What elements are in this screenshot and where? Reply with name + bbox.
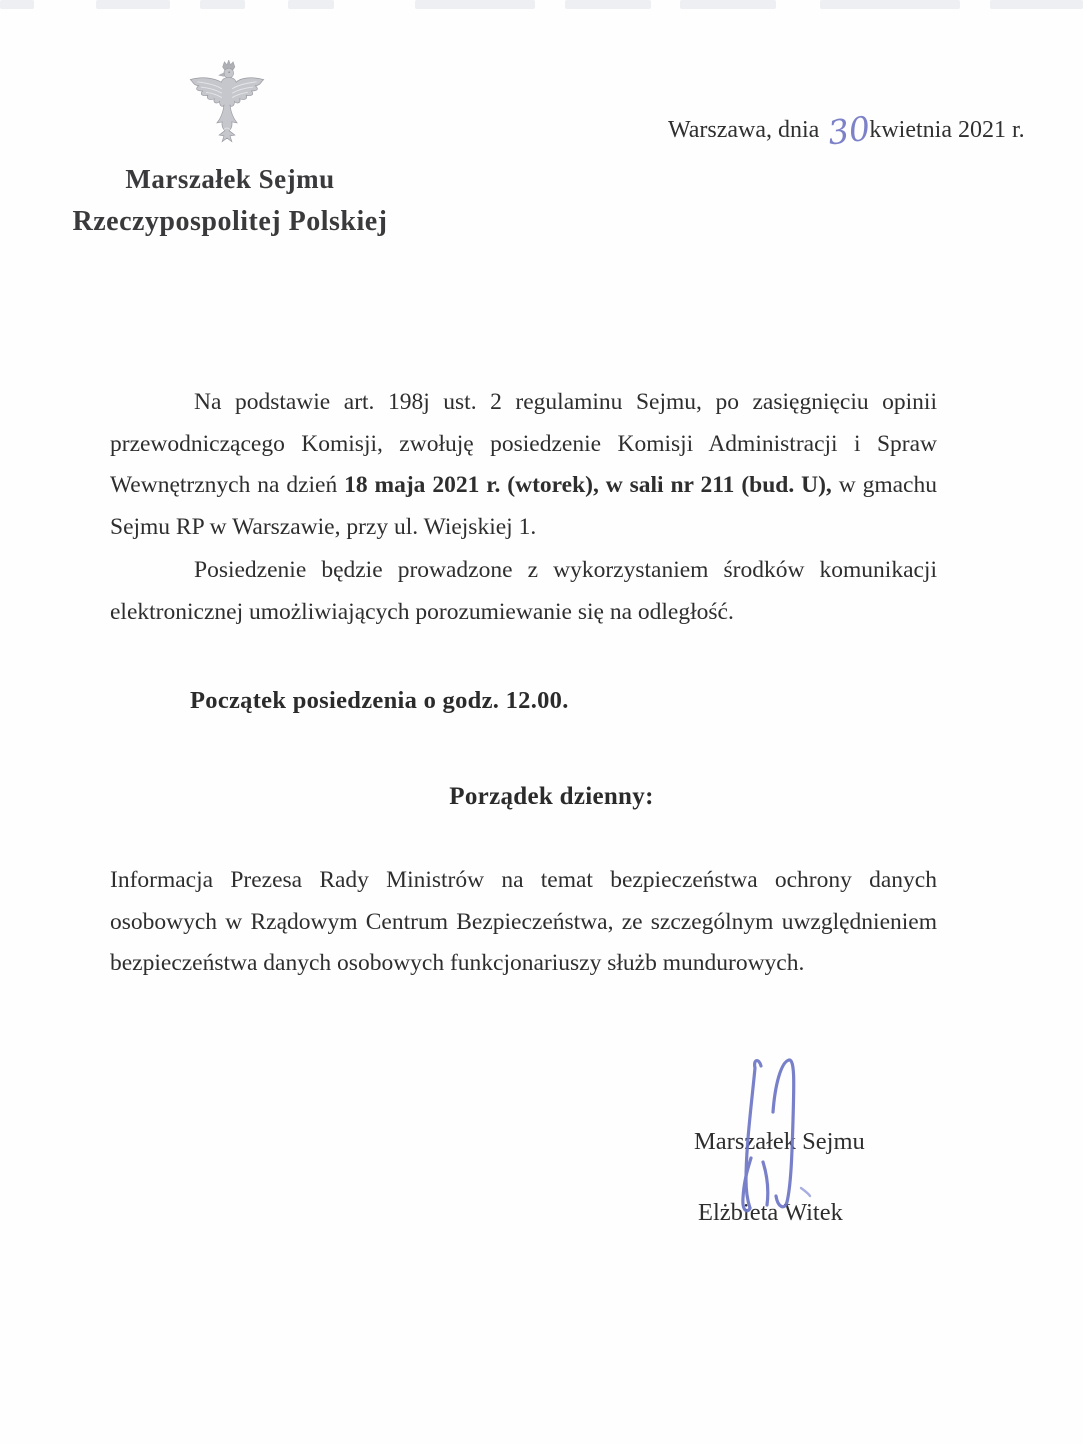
scan-artifact xyxy=(96,0,170,9)
signature-name: Elżbieta Witek xyxy=(698,1199,843,1226)
dateline-prefix: Warszawa, dnia xyxy=(668,117,820,143)
dateline xyxy=(668,108,1025,153)
scan-artifact xyxy=(680,0,776,9)
signature-title: Marszałek Sejmu xyxy=(694,1128,865,1155)
scan-artifact xyxy=(0,0,34,9)
paragraph-convocation-text-b: w gmachu Sejmu RP w Warszawie, przy ul. Wiejskiej 1. xyxy=(110,472,937,540)
scan-artifact xyxy=(820,0,960,9)
handwritten-day: 30 xyxy=(826,108,873,153)
paragraph-convocation-text-a: Na podstawie art. 198j ust. 2 regulaminu Sejmu, po zasięgnięciu opinii przewodniczącego Komisji, zwołuję posiedzenie Komisji Administracji i Spraw Wewnętrznych na dzień xyxy=(110,389,937,498)
paragraph-convocation-date-bold: 18 maja 2021 r. (wtorek), w sali nr 211 (bud. U), xyxy=(344,472,832,498)
agenda-item-paragraph: Informacja Prezesa Rady Ministrów na temat bezpieczeństwa ochrony danych osobowych w Rządowym Centrum Bezpieczeństwa, ze szczególnym uwzględnieniem bezpieczeństwa danych osobowych funkcjonariuszy służb mundurowych. xyxy=(110,867,937,976)
agenda-heading: Porządek dzienny: xyxy=(449,783,654,810)
meeting-start-time: Początek posiedzenia o godz. 12.00. xyxy=(190,687,569,714)
scan-artifact xyxy=(415,0,535,9)
paragraph-convocation xyxy=(110,382,937,548)
scan-artifact xyxy=(288,0,334,9)
paragraph-remote-meeting: Posiedzenie będzie prowadzone z wykorzystaniem środków komunikacji elektronicznej umożliwiających porozumiewanie się na odległość. xyxy=(110,557,937,625)
sender-office-line2: Rzeczypospolitej Polskiej xyxy=(72,206,388,237)
polish-eagle-emblem-icon xyxy=(183,60,271,156)
scan-artifact xyxy=(200,0,245,9)
sender-office-line1: Marszałek Sejmu xyxy=(125,164,335,194)
scan-artifact xyxy=(990,0,1083,9)
dateline-suffix: kwietnia 2021 r. xyxy=(869,117,1025,143)
scan-artifact xyxy=(565,0,651,9)
